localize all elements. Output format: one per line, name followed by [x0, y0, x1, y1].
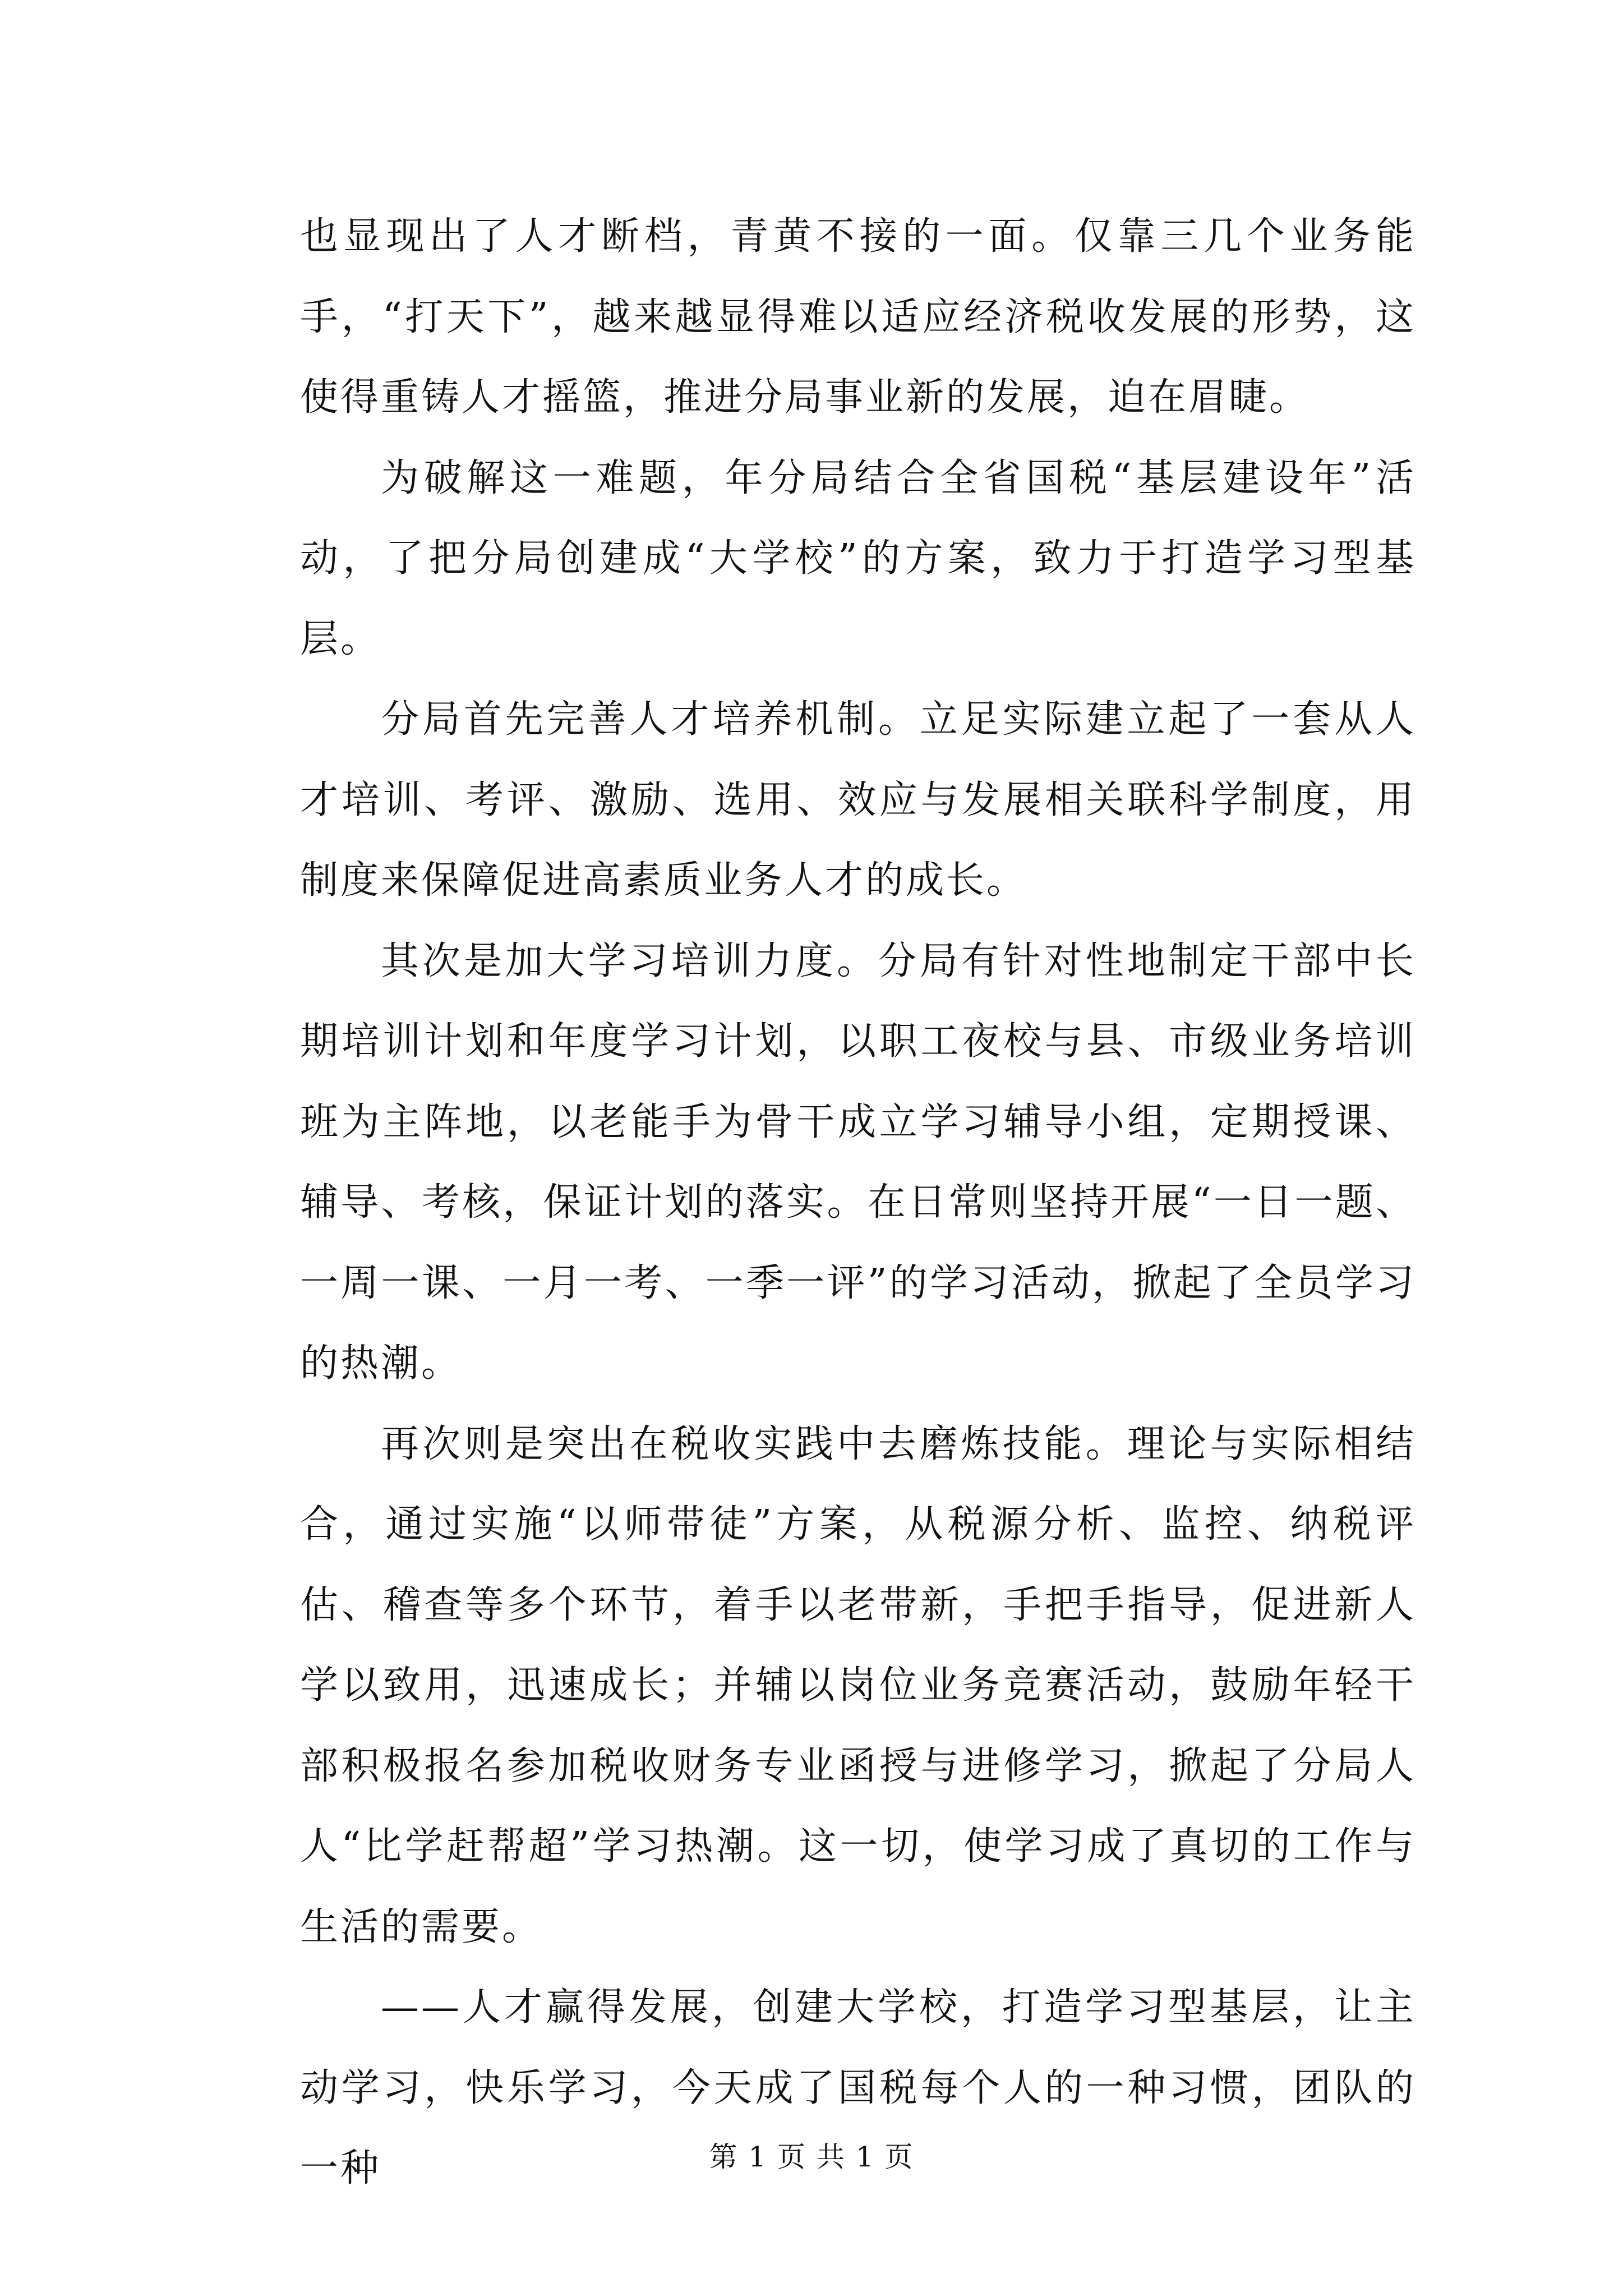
paragraph: 再次则是突出在税收实践中去磨炼技能。理论与实际相结合，通过实施“以师带徒”方案，从税源分析、监控、纳税评估、稽查等多个环节，着手以老带新，手把手指导，促进新人学以致用，迅速成长；并辅以岗位业务竞赛活动，鼓励年轻干部积极报名参加税收财务专业函授与进修学习，掀起了分局人人“比学赶帮超”学习热潮。这一切，使学习成了真切的工作与生活的需要。	[300, 1421, 1416, 1949]
paragraph: 其次是加大学习培训力度。分局有针对性地制定干部中长期培训计划和年度学习计划，以职工夜校与县、市级业务培训班为主阵地，以老能手为骨干成立学习辅导小组，定期授课、辅导、考核，保证计划的落实。在日常则坚持开展“一日一题、一周一课、一月一考、一季一评”的学习活动，掀起了全员学习的热潮。	[300, 938, 1416, 1386]
document-body	[300, 196, 1416, 2209]
paragraph: 也显现出了人才断档，青黄不接的一面。仅靠三几个业务能手，“打天下”，越来越显得难以适应经济税收发展的形势，这使得重铸人才摇篮，推进分局事业新的发展，迫在眉睫。	[300, 214, 1416, 420]
paragraph: ——人才赢得发展，创建大学校，打造学习型基层，让主动学习，快乐学习，今天成了国税每个人的一种习惯，团队的一种	[300, 1985, 1416, 2191]
page-number-label: 第 1 页 共 1 页	[709, 2141, 914, 2173]
paragraph: 分局首先完善人才培养机制。立足实际建立起了一套从人才培训、考评、激励、选用、效应与发展相关联科学制度，用制度来保障促进高素质业务人才的成长。	[300, 697, 1416, 903]
page-footer	[0, 2140, 1623, 2174]
paragraph: 为破解这一难题，年分局结合全省国税“基层建设年”活动，了把分局创建成“大学校”的方案，致力于打造学习型基层。	[300, 455, 1416, 661]
